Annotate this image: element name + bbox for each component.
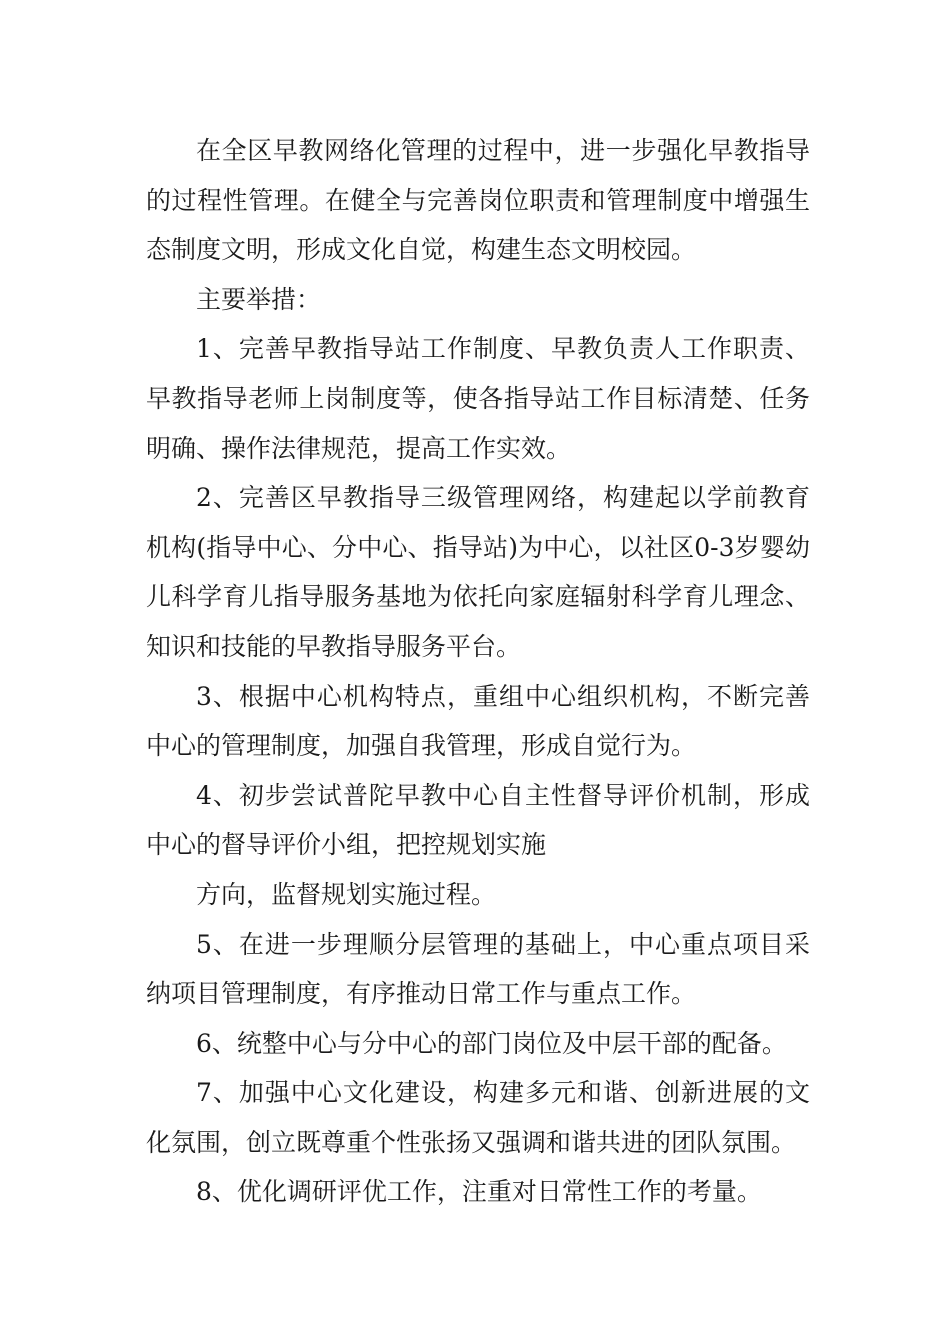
paragraph-measure-7: 7、加强中心文化建设，构建多元和谐、创新进展的文化氛围，创立既尊重个性张扬又强调和谐共进的团队氛围。 <box>146 1078 810 1157</box>
paragraph-measure-5: 5、在进一步理顺分层管理的基础上，中心重点项目采纳项目管理制度，有序推动日常工作与重点工作。 <box>146 929 810 1009</box>
document-body <box>146 126 810 1217</box>
paragraph-measure-3: 3、根据中心机构特点，重组中心组织机构，不断完善中心的管理制度，加强自我管理，形成自觉行为。 <box>146 681 810 761</box>
paragraph-measure-4: 4、初步尝试普陀早教中心自主性督导评价机制，形成中心的督导评价小组，把控规划实施 <box>146 780 810 860</box>
paragraph-measure-8: 8、优化调研评优工作，注重对日常性工作的考量。 <box>196 1177 762 1207</box>
paragraph-measure-2: 2、完善区早教指导三级管理网络，构建起以学前教育机构(指导中心、分中心、指导站)为中心，以社区0-3岁婴幼儿科学育儿指导服务基地为依托向家庭辐射科学育儿理念、知识和技能的早教指导服务平台。 <box>146 483 810 661</box>
paragraph-measure-1: 1、完善早教指导站工作制度、早教负责人工作职责、早教指导老师上岗制度等，使各指导站工作目标清楚、任务明确、操作法律规范，提高工作实效。 <box>146 334 810 463</box>
paragraph-measure-4-continued: 方向，监督规划实施过程。 <box>196 879 497 909</box>
paragraph-main-measures-heading: 主要举措： <box>196 284 322 314</box>
paragraph-measure-6: 6、统整中心与分中心的部门岗位及中层干部的配备。 <box>196 1028 787 1058</box>
paragraph-intro: 在全区早教网络化管理的过程中，进一步强化早教指导的过程性管理。在健全与完善岗位职责和管理制度中增强生态制度文明，形成文化自觉，构建生态文明校园。 <box>146 136 810 265</box>
